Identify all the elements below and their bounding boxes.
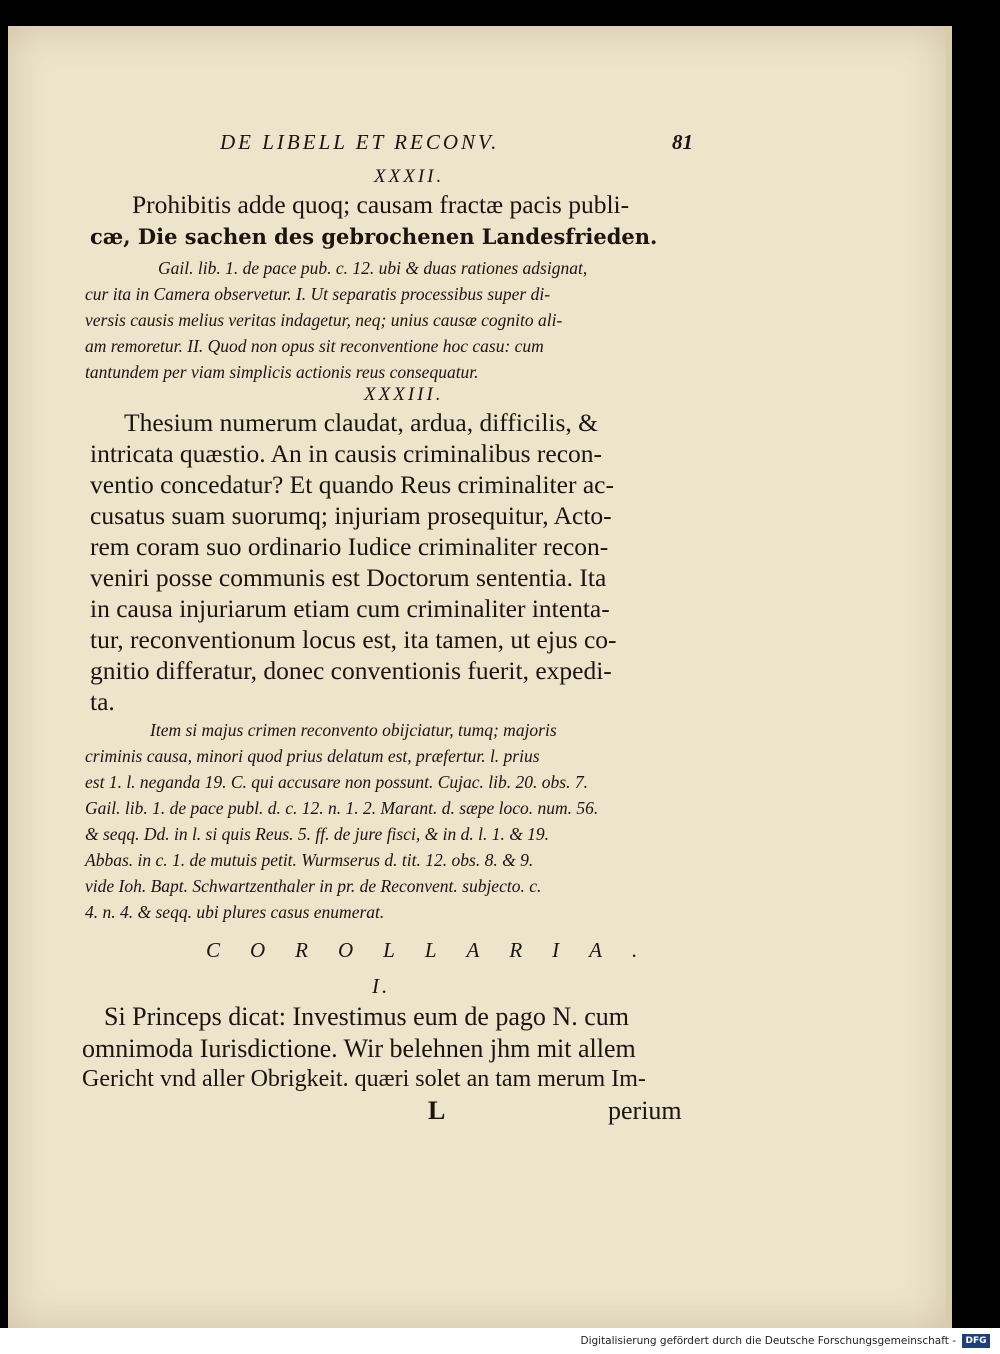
note-line: & seqq. Dd. in l. si quis Reus. 5. ff. de jure fisci, & in d. l. 1. & 19. — [85, 824, 550, 844]
body-line: gnitio differatur, donec conventionis fuerit, expedi- — [90, 656, 612, 685]
dfg-logo-icon: DFG — [962, 1334, 990, 1348]
thesis-heading: XXXII. — [374, 166, 445, 187]
book-page — [8, 26, 949, 1328]
note-line: Gail. lib. 1. de pace pub. c. 12. ubi & duas rationes adsignat, — [158, 258, 588, 278]
note-line: criminis causa, minori quod prius delatum est, præfertur. l. prius — [85, 746, 540, 766]
footer-credit: Digitalisierung gefördert durch die Deutsche Forschungsgemeinschaft - — [580, 1335, 956, 1347]
body-line: veniri posse communis est Doctorum sententia. Ita — [90, 563, 607, 592]
note-line: Abbas. in c. 1. de mutuis petit. Wurmserus d. tit. 12. obs. 8. & 9. — [85, 850, 534, 870]
note-line: Item si majus crimen reconvento obijciatur, tumq; majoris — [150, 720, 557, 740]
note-line: versis causis melius veritas indagetur, neq; unius causæ cognito ali- — [85, 310, 563, 330]
body-line: tur, reconventionum locus est, ita tamen, ut ejus co- — [90, 625, 617, 654]
corollaria-title: COROLLARIA. — [206, 938, 668, 962]
page-edge — [946, 26, 952, 1328]
note-line: vide Ioh. Bapt. Schwartzenthaler in pr. de Reconvent. subjecto. c. — [85, 876, 542, 896]
running-head: DE LIBELL ET RECONV. — [220, 130, 500, 154]
corollary-number: I. — [372, 974, 391, 998]
note-line: tantundem per viam simplicis actionis reus consequatur. — [85, 362, 479, 382]
body-line: omnimoda Iurisdictione. Wir belehnen jhm mit allem — [82, 1034, 636, 1063]
footer-bar — [0, 1328, 1000, 1354]
thesis-heading: XXXIII. — [364, 384, 444, 405]
note-line: cur ita in Camera observetur. I. Ut separatis processibus super di- — [85, 284, 551, 304]
note-line: am remoretur. II. Quod non opus sit reconventione hoc casu: cum — [85, 336, 544, 356]
body-line: in causa injuriarum etiam cum criminaliter intenta- — [90, 594, 610, 623]
body-line: intricata quæstio. An in causis criminalibus recon- — [90, 439, 603, 468]
note-line: est 1. l. neganda 19. C. qui accusare non possunt. Cujac. lib. 20. obs. 7. — [85, 772, 588, 792]
body-line: Gericht vnd aller Obrigkeit. quæri solet an tam merum Im- — [82, 1066, 646, 1092]
body-line: Si Princeps dicat: Investimus eum de pago N. cum — [104, 1002, 629, 1031]
body-line: rem coram suo ordinario Iudice criminaliter recon- — [90, 532, 609, 561]
signature-mark: L — [428, 1096, 446, 1125]
body-line: Thesium numerum claudat, ardua, difficilis, & — [124, 408, 598, 437]
page-text — [8, 26, 946, 1328]
body-line: ta. — [90, 687, 115, 716]
catchword: perium — [608, 1096, 682, 1125]
page-number: 81 — [672, 130, 693, 154]
body-line-fraktur: cæ, Die sachen des gebrochenen Landesfrieden. — [90, 224, 658, 249]
note-line: Gail. lib. 1. de pace publ. d. c. 12. n. 1. 2. Marant. d. sæpe loco. num. 56. — [85, 798, 599, 818]
body-line: ventio concedatur? Et quando Reus criminaliter ac- — [90, 470, 614, 499]
body-line: cusatus suam suorumq; injuriam prosequitur, Acto- — [90, 501, 612, 530]
note-line: 4. n. 4. & seqq. ubi plures casus enumerat. — [85, 902, 385, 922]
body-line: Prohibitis adde quoq; causam fractæ pacis publi- — [132, 190, 630, 219]
